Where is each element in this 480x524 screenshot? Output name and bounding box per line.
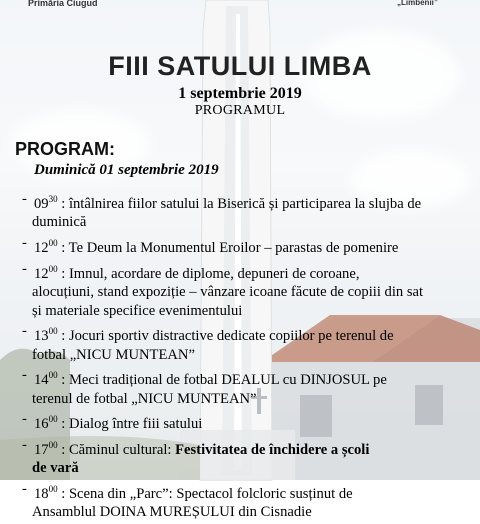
program-item [22, 322, 476, 364]
program-time: 17 [34, 441, 49, 458]
program-text: : Căminul cultural: [57, 441, 176, 458]
program-item [22, 436, 476, 478]
program-time-minutes: 00 [48, 238, 58, 249]
program-time: 13 [34, 328, 49, 344]
program-text: : Te Deum la Monumentul Eroilor – parastas de pomenire [57, 239, 399, 256]
program-item-line [30, 366, 476, 389]
program-text: : Dialog între fiii satului [57, 416, 203, 433]
program-item [22, 260, 476, 321]
program-time: 12 [34, 265, 49, 282]
list-dash: - [22, 436, 27, 453]
program-item-line: și materiale specifice evenimentului [32, 302, 243, 319]
header-left-text: Primăria Ciugud [28, 0, 98, 8]
program-item-line: de vară [32, 460, 79, 477]
program-time-minutes: 00 [48, 263, 58, 274]
program-time-minutes: 00 [48, 483, 58, 494]
program-time: 09 [34, 195, 49, 212]
list-dash: - [22, 367, 27, 384]
item-gap [22, 522, 476, 524]
program-item-line [30, 190, 476, 213]
poster-date: 1 septembrie 2019 [178, 85, 302, 102]
list-dash: - [22, 411, 27, 428]
program-time-minutes: 00 [48, 326, 58, 337]
program-time-minutes: 00 [48, 439, 58, 450]
program-item-line [30, 480, 476, 503]
header-right-text: „Limbenii” [397, 0, 438, 7]
program-item-line [30, 436, 476, 459]
program-item-line [30, 260, 476, 283]
list-dash: - [22, 235, 27, 252]
program-text: : Meci tradițional de fotbal DEALUL cu DINJOSUL pe [57, 372, 387, 389]
program-item [22, 410, 476, 433]
program-time: 14 [34, 372, 49, 389]
program-text-bold: Festivitatea de închidere a școli [175, 441, 370, 458]
list-dash: - [22, 480, 27, 497]
program-list [22, 190, 476, 524]
program-time-minutes: 30 [48, 194, 58, 204]
program-item-line [30, 234, 476, 257]
program-item-line: Ansamblul DOINA MUREȘULUI din Cisnadie [32, 504, 312, 521]
program-text: : întâlnirea fiilor satului la Biserică și participarea la slujba de [57, 195, 422, 212]
program-heading: PROGRAM: [15, 139, 115, 159]
program-item [22, 480, 476, 522]
program-text: : Scena din „Parc”: Spectacol folcloric susținut de [57, 485, 353, 502]
program-time-minutes: 00 [48, 414, 58, 425]
program-time-minutes: 00 [48, 370, 58, 381]
program-item-line: duminică [32, 214, 87, 231]
program-text: : Imnul, acordare de diplome, depuneri de coroane, [57, 265, 360, 282]
program-item-line: alocuțiuni, stand expoziție – vânzare icoane făcute de copiii din sat [32, 283, 424, 300]
program-time: 12 [34, 239, 49, 256]
program-item-line [30, 322, 476, 345]
list-dash: - [22, 260, 27, 277]
program-item [22, 366, 476, 408]
poster-title: FIII SATULUI LIMBA [108, 51, 372, 81]
program-item-line: fotbal „NICU MUNTEAN” [32, 346, 195, 363]
program-text: : Jocuri sportiv distractive dedicate copiilor pe terenul de [57, 328, 394, 344]
program-day: Duminică 01 septembrie 2019 [34, 162, 219, 178]
program-item [22, 190, 476, 232]
list-dash: - [22, 191, 27, 207]
program-item [22, 234, 476, 257]
program-time: 16 [34, 416, 49, 433]
program-item-line: terenul de fotbal „NICU MUNTEAN” [32, 390, 257, 407]
list-dash: - [22, 323, 27, 340]
program-time: 18 [34, 485, 49, 502]
poster-subtitle: PROGRAMUL [194, 103, 286, 118]
program-item-line [30, 410, 476, 433]
